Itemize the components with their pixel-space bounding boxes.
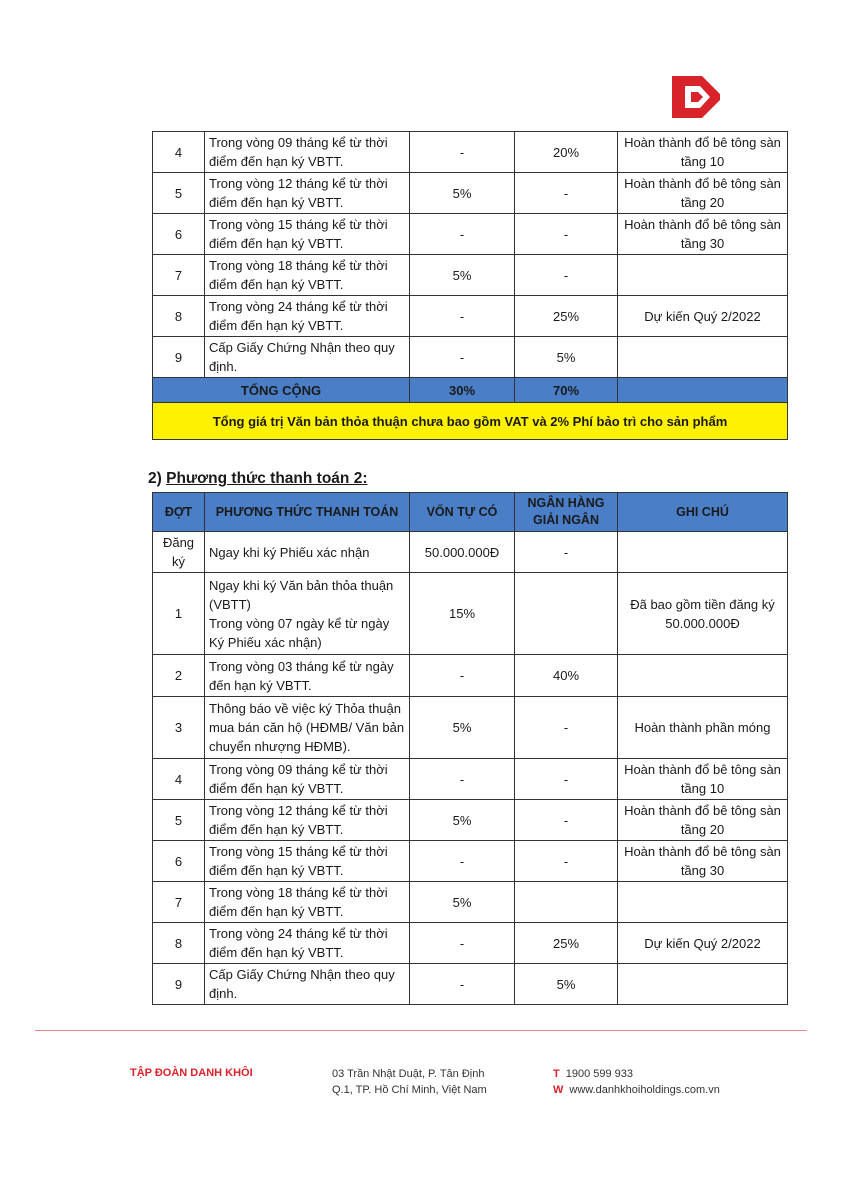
footer-address-line1: 03 Trần Nhật Duật, P. Tân Định <box>332 1068 485 1080</box>
row-stage: 9 <box>153 337 205 378</box>
row-own-capital: - <box>410 655 515 697</box>
row-note: Hoàn thành phần móng <box>618 697 788 759</box>
row-own-capital: 50.000.000Đ <box>410 532 515 573</box>
total-row <box>153 378 788 403</box>
row-note: Hoàn thành đổ bê tông sàn tầng 10 <box>618 132 788 173</box>
row-stage: 5 <box>153 800 205 841</box>
table-row <box>153 697 788 759</box>
header-bank: NGÂN HÀNG GIẢI NGÂN <box>515 493 618 532</box>
row-bank: - <box>515 759 618 800</box>
row-own-capital: - <box>410 841 515 882</box>
row-stage: 6 <box>153 214 205 255</box>
row-description: Trong vòng 12 tháng kể từ thời điểm đến hạn ký VBTT. <box>205 800 410 841</box>
row-own-capital: 15% <box>410 573 515 655</box>
row-description: Trong vòng 15 tháng kể từ thời điểm đến hạn ký VBTT. <box>205 841 410 882</box>
phone-key: T <box>553 1068 560 1080</box>
row-bank: - <box>515 255 618 296</box>
row-bank: 25% <box>515 923 618 964</box>
row-note <box>618 255 788 296</box>
row-own-capital: - <box>410 132 515 173</box>
row-own-capital: - <box>410 964 515 1005</box>
row-bank: - <box>515 697 618 759</box>
section-title-text: Phương thức thanh toán 2: <box>166 470 368 487</box>
row-description: Trong vòng 12 tháng kể từ thời điểm đến hạn ký VBTT. <box>205 173 410 214</box>
table-row <box>153 132 788 173</box>
row-stage: 6 <box>153 841 205 882</box>
table-row <box>153 923 788 964</box>
table-row <box>153 841 788 882</box>
table-row <box>153 573 788 655</box>
section-2-title <box>148 470 367 488</box>
payment-table-1 <box>152 131 788 440</box>
row-bank: 5% <box>515 337 618 378</box>
row-own-capital: - <box>410 296 515 337</box>
row-own-capital: 5% <box>410 697 515 759</box>
table-row <box>153 532 788 573</box>
row-note: Đã bao gồm tiền đăng ký 50.000.000Đ <box>618 573 788 655</box>
footer-contact <box>553 1066 720 1098</box>
table-row <box>153 296 788 337</box>
row-description: Thông báo về việc ký Thỏa thuận mua bán căn hộ (HĐMB/ Văn bản chuyển nhượng HĐMB). <box>205 697 410 759</box>
footer-website[interactable]: www.danhkhoiholdings.com.vn <box>569 1084 720 1096</box>
row-description: Trong vòng 15 tháng kể từ thời điểm đến hạn ký VBTT. <box>205 214 410 255</box>
total-own-capital: 30% <box>410 378 515 403</box>
row-description: Trong vòng 09 tháng kể từ thời điểm đến hạn ký VBTT. <box>205 759 410 800</box>
row-stage: Đăng ký <box>153 532 205 573</box>
row-bank: - <box>515 841 618 882</box>
row-note <box>618 655 788 697</box>
header-method: PHƯƠNG THỨC THANH TOÁN <box>205 493 410 532</box>
row-note <box>618 964 788 1005</box>
row-own-capital: - <box>410 759 515 800</box>
row-description: Trong vòng 18 tháng kể từ thời điểm đến hạn ký VBTT. <box>205 255 410 296</box>
footer-address-line2: Q.1, TP. Hồ Chí Minh, Việt Nam <box>332 1084 487 1096</box>
footer-address <box>332 1066 487 1098</box>
row-stage: 9 <box>153 964 205 1005</box>
row-stage: 2 <box>153 655 205 697</box>
row-description: Trong vòng 24 tháng kể từ thời điểm đến hạn ký VBTT. <box>205 923 410 964</box>
row-note: Hoàn thành đổ bê tông sàn tầng 20 <box>618 800 788 841</box>
row-stage: 7 <box>153 255 205 296</box>
row-stage: 8 <box>153 296 205 337</box>
payment-table-2 <box>152 492 788 1005</box>
total-note-cell <box>618 378 788 403</box>
row-own-capital: 5% <box>410 882 515 923</box>
row-own-capital: - <box>410 923 515 964</box>
table-row <box>153 255 788 296</box>
row-note: Hoàn thành đổ bê tông sàn tầng 10 <box>618 759 788 800</box>
table-row <box>153 173 788 214</box>
header-own-capital: VỐN TỰ CÓ <box>410 493 515 532</box>
header-dot: ĐỢT <box>153 493 205 532</box>
row-description: Ngay khi ký Phiếu xác nhận <box>205 532 410 573</box>
row-own-capital: 5% <box>410 173 515 214</box>
row-bank: - <box>515 800 618 841</box>
total-label: TỔNG CỘNG <box>153 378 410 403</box>
table2-header-row <box>153 493 788 532</box>
table-row <box>153 882 788 923</box>
row-description: Trong vòng 24 tháng kể từ thời điểm đến hạn ký VBTT. <box>205 296 410 337</box>
row-bank: - <box>515 173 618 214</box>
row-bank: - <box>515 532 618 573</box>
row-stage: 1 <box>153 573 205 655</box>
row-stage: 4 <box>153 132 205 173</box>
danh-khoi-logo-icon <box>672 76 720 118</box>
row-bank <box>515 573 618 655</box>
table-row <box>153 655 788 697</box>
row-note: Dự kiến Quý 2/2022 <box>618 923 788 964</box>
row-stage: 4 <box>153 759 205 800</box>
footer-company: TẬP ĐOÀN DANH KHÔI <box>130 1067 253 1079</box>
total-bank: 70% <box>515 378 618 403</box>
footer-phone[interactable]: 1900 599 933 <box>565 1068 634 1080</box>
row-note <box>618 532 788 573</box>
vat-note: Tổng giá trị Văn bản thỏa thuận chưa bao gồm VAT và 2% Phí bảo trì cho sản phẩm <box>153 403 788 440</box>
row-stage: 8 <box>153 923 205 964</box>
row-stage: 5 <box>153 173 205 214</box>
row-note: Hoàn thành đổ bê tông sàn tầng 30 <box>618 841 788 882</box>
row-description: Cấp Giấy Chứng Nhận theo quy định. <box>205 964 410 1005</box>
row-bank: 5% <box>515 964 618 1005</box>
row-note <box>618 882 788 923</box>
row-description: Ngay khi ký Văn bản thỏa thuận (VBTT) Trong vòng 07 ngày kể từ ngày Ký Phiếu xác nhận) <box>205 573 410 655</box>
row-note: Hoàn thành đổ bê tông sàn tầng 30 <box>618 214 788 255</box>
row-description: Trong vòng 18 tháng kể từ thời điểm đến hạn ký VBTT. <box>205 882 410 923</box>
row-bank: 25% <box>515 296 618 337</box>
vat-note-row <box>153 403 788 440</box>
row-description: Trong vòng 09 tháng kể từ thời điểm đến hạn ký VBTT. <box>205 132 410 173</box>
table-row <box>153 800 788 841</box>
row-description: Cấp Giấy Chứng Nhận theo quy định. <box>205 337 410 378</box>
section-number: 2) <box>148 470 162 487</box>
row-note: Dự kiến Quý 2/2022 <box>618 296 788 337</box>
row-bank: 20% <box>515 132 618 173</box>
row-note <box>618 337 788 378</box>
row-stage: 7 <box>153 882 205 923</box>
row-note: Hoàn thành đổ bê tông sàn tầng 20 <box>618 173 788 214</box>
footer-divider <box>35 1030 807 1031</box>
row-own-capital: - <box>410 337 515 378</box>
row-own-capital: 5% <box>410 255 515 296</box>
table-row <box>153 964 788 1005</box>
header-note: GHI CHÚ <box>618 493 788 532</box>
web-key: W <box>553 1084 564 1096</box>
table-row <box>153 337 788 378</box>
row-own-capital: 5% <box>410 800 515 841</box>
row-bank <box>515 882 618 923</box>
table-row <box>153 214 788 255</box>
table-row <box>153 759 788 800</box>
row-stage: 3 <box>153 697 205 759</box>
row-bank: 40% <box>515 655 618 697</box>
row-bank: - <box>515 214 618 255</box>
row-own-capital: - <box>410 214 515 255</box>
row-description: Trong vòng 03 tháng kể từ ngày đến hạn ký VBTT. <box>205 655 410 697</box>
